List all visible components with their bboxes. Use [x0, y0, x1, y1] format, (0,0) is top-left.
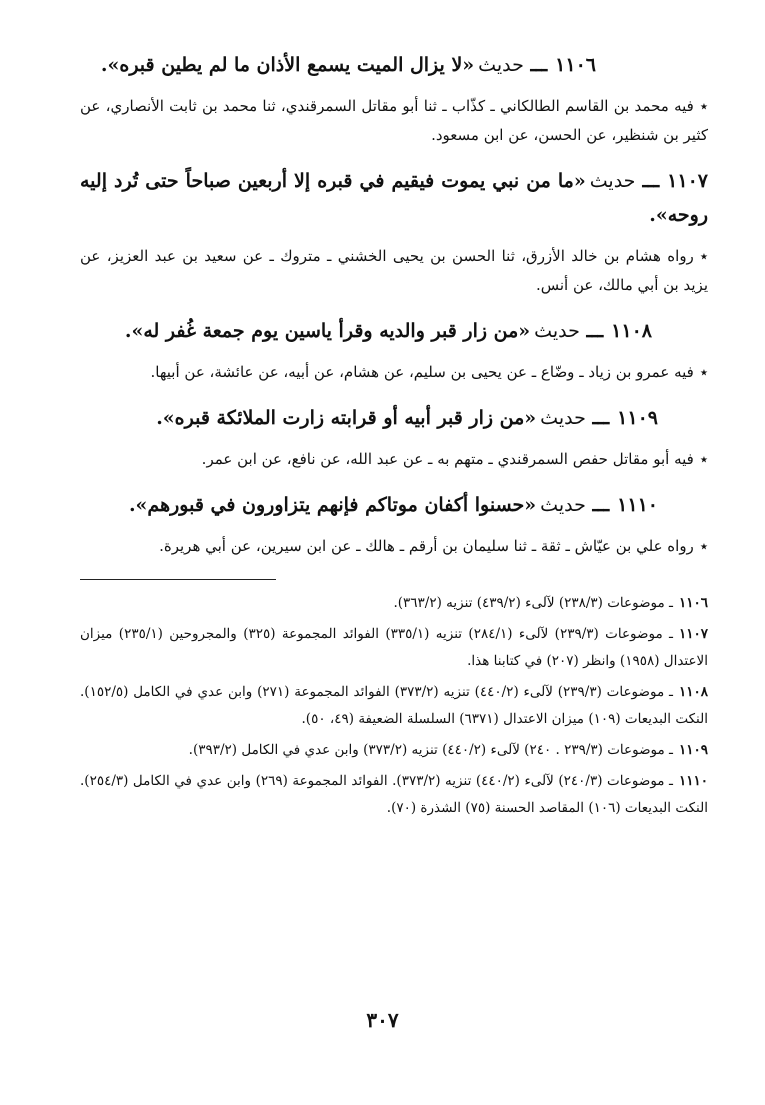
hadith-note: ٭فيه محمد بن القاسم الطالكاني ـ كذّاب ـ ثنا أبو مقاتل السمرقندي، ثنا محمد بن ثابت الأنصاري، عن كثير بن شنظير، عن الحسن، عن ابن مسعود. — [80, 97, 708, 144]
footnotes — [80, 590, 708, 822]
hadith-text: «من زار قبر والديه وقرأ ياسين يوم جمعة غُفر له». — [124, 320, 531, 342]
hadith-note: ٭فيه عمرو بن زياد ـ وضّاع ـ عن يحيى بن سليم، عن هشام، عن أبيه، عن عائشة، عن أبيها. — [150, 363, 708, 381]
hadith-number: ١١٠٨ — [611, 320, 652, 342]
page-number: ٣٠٧ — [366, 1008, 399, 1032]
hadith-number: ١١٠٩ — [617, 407, 658, 429]
hadith-heading: ١١٠٩ـــ حديث«من زار قبر أبيه أو قرابته زارت الملائكة قبره». — [156, 407, 658, 429]
hadith-entry — [80, 401, 708, 474]
footnote: ١١٠٩ـ موضوعات (٢٣٩/٣ . ٢٤٠) لآلىء (٤٤٠/٢) تنزيه (٣٧٣/٢) وابن عدي في الكامل (٣٩٣/٢). — [188, 742, 708, 758]
bullet-icon: ٭ — [699, 247, 708, 265]
hadith-text: «حسنوا أكفان موتاكم فإنهم يتزاورون في قبورهم». — [128, 494, 537, 516]
hadith-heading: ١١٠٨ـــ حديث«من زار قبر والديه وقرأ ياسين يوم جمعة غُفر له». — [124, 320, 652, 342]
hadith-heading: ١١٠٧ـــ حديث«ما من نبي يموت فيقيم في قبره إلا أربعين صباحاً حتى تُرد إليه روحه». — [80, 170, 708, 226]
hadith-entry — [80, 488, 708, 561]
bullet-icon: ٭ — [699, 450, 708, 468]
footnote-number: ١١٠٩ — [678, 742, 708, 758]
footnote-separator — [80, 579, 276, 580]
footnote: ١١٠٦ـ موضوعات (٢٣٨/٣) لآلىء (٤٣٩/٢) تنزيه (٣٦٣/٢). — [393, 595, 708, 611]
footnote: ١١١٠ـ موضوعات (٢٤٠/٣) لآلىء (٤٤٠/٢) تنزيه (٣٧٣/٢). الفوائد المجموعة (٢٦٩) وابن عدي في الكامل (٢٥٤/٣). النكت البديعات (١٠٦) المقاصد الحسنة (٧٥) الشذرة (٧٠). — [80, 773, 709, 816]
hadith-note: ٭رواه هشام بن خالد الأزرق، ثنا الحسن بن يحيى الخشني ـ متروك ـ عن سعيد بن عبد العزيز، عن يزيد بن أبي مالك، عن أنس. — [80, 247, 708, 294]
hadith-number: ١١٠٦ — [555, 54, 596, 76]
bullet-icon: ٭ — [699, 363, 708, 381]
bullet-icon: ٭ — [699, 537, 708, 555]
hadith-entry — [80, 164, 708, 300]
hadith-note: ٭رواه علي بن عيّاش ـ ثقة ـ ثنا سليمان بن أرقم ـ هالك ـ عن ابن سيرين، عن أبي هريرة. — [159, 537, 708, 555]
page-body — [80, 48, 708, 826]
hadith-text: «ما من نبي يموت فيقيم في قبره إلا أربعين صباحاً حتى تُرد إليه روحه». — [80, 170, 708, 226]
footnote-number: ١١٠٧ — [679, 626, 709, 642]
footnote-number: ١١٠٦ — [678, 595, 708, 611]
footnote: ١١٠٧ـ موضوعات (٢٣٩/٣) لآلىء (٢٨٤/١) تنزيه (٣٣٥/١) الفوائد المجموعة (٣٢٥) والمجروحين (٢٣٥/١) ميزان الاعتدال (١٩٥٨) وانظر (٢٠٧) في كتابنا هذا. — [80, 626, 709, 669]
hadith-note: ٭فيه أبو مقاتل حفص السمرقندي ـ متهم به ـ عن عبد الله، عن نافع، عن ابن عمر. — [201, 450, 708, 468]
hadith-text: «لا يزال الميت يسمع الأذان ما لم يطين قبره». — [100, 54, 475, 76]
hadith-heading: ١١١٠ـــ حديث«حسنوا أكفان موتاكم فإنهم يتزاورون في قبورهم». — [128, 494, 658, 516]
bullet-icon: ٭ — [699, 97, 708, 115]
hadith-text: «من زار قبر أبيه أو قرابته زارت الملائكة قبره». — [156, 407, 537, 429]
footnote-number: ١١١٠ — [679, 773, 709, 789]
hadith-heading: ١١٠٦ـــ حديث«لا يزال الميت يسمع الأذان ما لم يطين قبره». — [100, 54, 596, 76]
hadith-entry — [80, 314, 708, 387]
hadith-number: ١١١٠ — [617, 494, 658, 516]
footnote-number: ١١٠٨ — [678, 684, 708, 700]
footnote: ١١٠٨ـ موضوعات (٢٣٩/٣) لآلىء (٤٤٠/٢) تنزيه (٣٧٣/٢) الفوائد المجموعة (٢٧١) وابن عدي في الكامل (١٥٢/٥). النكت البديعات (١٠٩) ميزان الاعتدال (٦٣٧١) السلسلة الضعيفة (٤٩، ٥٠). — [80, 684, 708, 727]
hadith-number: ١١٠٧ — [667, 170, 708, 192]
hadith-entry — [80, 48, 708, 150]
